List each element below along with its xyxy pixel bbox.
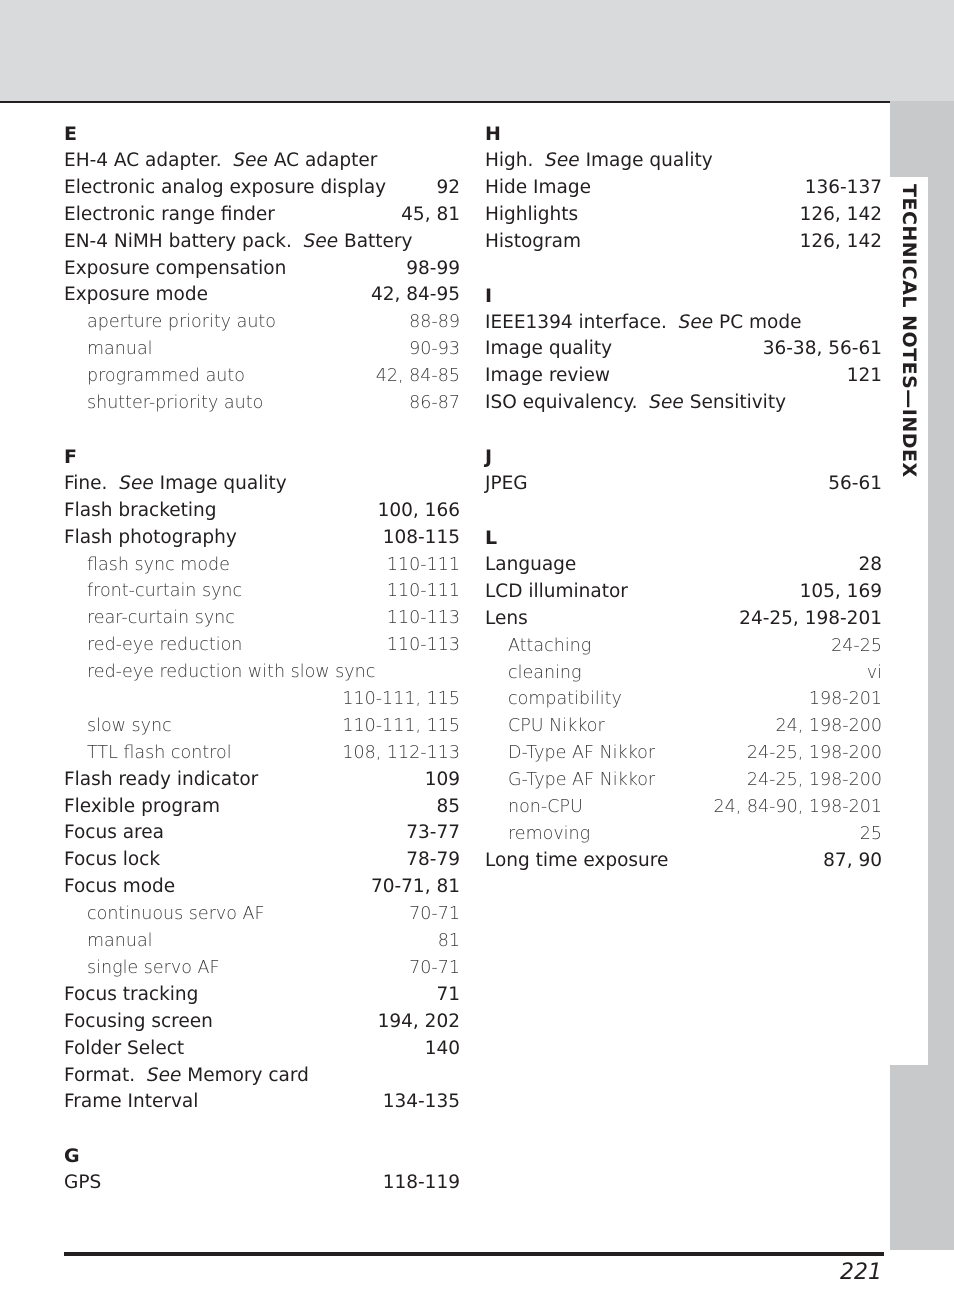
see-reference: See	[545, 150, 580, 171]
page-reference: 110-111, 115	[342, 689, 460, 710]
entry-term: compatibility	[508, 689, 622, 710]
page-reference: 42, 84-95	[370, 284, 460, 306]
page-reference: 45, 81	[401, 203, 460, 225]
page-reference: 24, 84-90, 198-201	[713, 797, 882, 818]
index-entry	[485, 336, 882, 363]
entry-term: Flash bracketing	[64, 499, 217, 521]
index-entry	[485, 363, 882, 390]
entry-term: Attaching	[508, 635, 592, 656]
page-reference: 24, 198-200	[775, 716, 882, 737]
page-reference: 126, 142	[799, 230, 882, 252]
page-reference: 70-71, 81	[370, 876, 460, 898]
entry-term: shutter-priority auto	[87, 393, 264, 414]
page-reference: 136-137	[804, 176, 882, 198]
entry-term: Frame Interval	[64, 1091, 199, 1113]
index-entry	[64, 525, 460, 552]
page-reference: 118-119	[382, 1172, 460, 1194]
page-reference: 86-87	[409, 393, 460, 414]
index-letter-heading: H	[485, 123, 501, 145]
index-subentry	[485, 767, 882, 794]
see-target: Image quality	[585, 150, 713, 171]
index-letter-heading: F	[64, 445, 77, 468]
index-subentry	[64, 713, 460, 740]
page-reference: 92	[436, 176, 460, 198]
see-target: Battery	[344, 230, 413, 252]
group-spacer	[485, 417, 882, 444]
page-reference: 71	[436, 983, 460, 1005]
entry-term: programmed auto	[87, 366, 245, 387]
entry-term: non-CPU	[508, 797, 583, 818]
entry-term: Folder Select	[64, 1037, 185, 1059]
entry-term: Focus mode	[64, 876, 176, 898]
page-reference: 36-38, 56-61	[762, 338, 882, 360]
page-reference: 108, 112-113	[342, 742, 460, 763]
index-subentry	[64, 605, 460, 632]
see-reference: See	[303, 230, 339, 252]
index-entry	[64, 175, 460, 202]
index-entry	[485, 552, 882, 579]
entry-term: Language	[485, 554, 577, 576]
entry-term: Electronic range finder	[64, 203, 275, 225]
index-subentry	[64, 363, 460, 390]
index-entry	[485, 579, 882, 606]
see-reference: See	[678, 311, 714, 333]
group-spacer	[64, 417, 460, 444]
page-reference: 85	[436, 795, 460, 817]
entry-term: D-Type AF Nikkor	[508, 743, 656, 764]
index-subentry	[485, 821, 882, 848]
index-subentry	[64, 928, 460, 955]
index-letter-heading: G	[64, 1145, 80, 1168]
index-entry	[485, 390, 882, 417]
page-reference: 24-25, 198-200	[746, 743, 882, 764]
see-reference: See	[233, 150, 268, 171]
page-reference: 70-71	[409, 957, 460, 978]
index-subentry	[64, 955, 460, 982]
entry-term: Highlights	[485, 203, 579, 225]
group-spacer	[485, 498, 882, 525]
entry-term: Flexible program	[64, 795, 221, 817]
index-subentry	[64, 686, 460, 713]
page-reference: 73-77	[406, 822, 460, 844]
footer-rule	[64, 1252, 884, 1256]
index-subentry	[64, 578, 460, 605]
page-reference: 110-113	[386, 635, 460, 656]
entry-term: IEEE1394 interface.	[485, 311, 667, 333]
index-entry	[64, 820, 460, 847]
index-subentry	[64, 901, 460, 928]
index-entry	[485, 229, 882, 256]
entry-term: JPEG	[485, 473, 528, 495]
index-entry	[64, 1009, 460, 1036]
see-reference: See	[649, 392, 684, 414]
index-entry	[485, 202, 882, 229]
index-subentry	[485, 633, 882, 660]
page-reference: 198-201	[808, 689, 882, 710]
page-reference: 24-25, 198-201	[739, 607, 882, 629]
entry-term: Focus tracking	[64, 983, 199, 1005]
index-entry	[485, 310, 882, 337]
page-reference: 194, 202	[377, 1010, 460, 1032]
entry-term: continuous servo AF	[87, 904, 265, 925]
see-target: PC mode	[719, 311, 802, 333]
index-entry	[64, 471, 460, 498]
index-subentry	[64, 336, 460, 363]
entry-term: aperture priority auto	[87, 312, 276, 333]
page-reference: 121	[846, 365, 882, 387]
page-number: 221	[840, 1260, 882, 1285]
entry-term: CPU Nikkor	[508, 716, 605, 737]
index-entry	[64, 282, 460, 309]
page-reference: 110-111	[386, 581, 460, 602]
page-reference: 70-71	[409, 904, 460, 925]
index-entry	[64, 794, 460, 821]
index-entry	[485, 471, 882, 498]
index-subentry	[64, 552, 460, 579]
see-target: Sensitivity	[689, 392, 787, 414]
index-subentry	[485, 660, 882, 687]
page-reference: 108-115	[382, 526, 460, 548]
index-entry	[64, 847, 460, 874]
entry-term: Flash ready indicator	[64, 768, 259, 790]
page-reference: 28	[858, 554, 882, 576]
side-margin-band-lower	[928, 1066, 954, 1250]
entry-term: Format.	[64, 1064, 136, 1086]
section-tab-label: TECHNICAL NOTES—INDEX	[898, 184, 920, 478]
see-target: Memory card	[187, 1064, 309, 1086]
index-entry	[485, 848, 882, 875]
group-spacer	[485, 256, 882, 283]
entry-term: Flash photography	[64, 526, 237, 548]
page-reference: 81	[437, 931, 460, 952]
entry-term: Focus area	[64, 822, 164, 844]
page-reference: 56-61	[828, 473, 882, 495]
index-letter-heading: E	[64, 123, 77, 145]
index-entry	[64, 982, 460, 1009]
page-reference: 126, 142	[799, 203, 882, 225]
index-subentry	[64, 309, 460, 336]
index-letter-heading: J	[485, 446, 493, 469]
entry-term: cleaning	[508, 662, 582, 683]
page-reference: 90-93	[409, 339, 460, 360]
page-reference: 87, 90	[823, 849, 882, 871]
entry-term: High.	[485, 150, 534, 171]
index-subentry	[64, 740, 460, 767]
index-subentry	[64, 659, 460, 686]
index-entry	[64, 256, 460, 283]
entry-term: Hide Image	[485, 176, 591, 198]
index-subentry	[485, 740, 882, 767]
entry-term: Histogram	[485, 230, 581, 252]
page-reference: 100, 166	[377, 499, 460, 521]
entry-term: EN-4 NiMH battery pack.	[64, 230, 292, 252]
entry-term: TTL flash control	[87, 742, 232, 763]
entry-term: Focusing screen	[64, 1010, 213, 1032]
index-entry	[64, 1063, 460, 1090]
entry-term: ISO equivalency.	[485, 392, 638, 414]
index-entry	[64, 1170, 460, 1197]
index-entry	[64, 1036, 460, 1063]
page-reference: 140	[424, 1037, 460, 1059]
entry-term: Lens	[485, 607, 528, 629]
index-entry	[64, 1089, 460, 1116]
page-reference: 105, 169	[799, 580, 882, 602]
index-entry	[485, 606, 882, 633]
entry-term: G-Type AF Nikkor	[508, 770, 656, 791]
index-entry	[485, 175, 882, 202]
entry-term: front-curtain sync	[87, 581, 243, 602]
entry-term: rear-curtain sync	[87, 608, 235, 629]
entry-term: Image quality	[485, 338, 613, 360]
page-reference: 110-113	[386, 608, 460, 629]
page-reference: 110-111, 115	[342, 715, 460, 736]
page-reference: 109	[424, 768, 460, 790]
index-entry	[64, 229, 460, 256]
see-reference: See	[119, 472, 154, 494]
index-column-right	[485, 121, 882, 875]
group-spacer	[64, 1116, 460, 1143]
page-reference: 24-25	[831, 635, 882, 656]
header-band	[0, 0, 954, 103]
page-reference: 25	[859, 823, 882, 844]
page-reference: 134-135	[382, 1091, 460, 1113]
entry-term: Exposure mode	[64, 284, 208, 306]
index-column-left	[64, 121, 460, 1197]
see-reference: See	[146, 1064, 182, 1086]
index-letter-heading: I	[485, 284, 493, 307]
page-reference: 88-89	[409, 312, 460, 333]
index-entry	[64, 202, 460, 229]
entry-term: Electronic analog exposure display	[64, 176, 387, 198]
entry-term: GPS	[64, 1172, 102, 1194]
see-target: Image quality	[159, 472, 287, 494]
entry-term: manual	[87, 339, 153, 360]
page-reference: 98-99	[406, 257, 460, 279]
index-subentry	[64, 390, 460, 417]
entry-term: slow sync	[87, 715, 172, 736]
entry-term: Exposure compensation	[64, 257, 287, 279]
entry-term: red-eye reduction	[87, 635, 243, 656]
index-entry	[64, 874, 460, 901]
entry-term: Focus lock	[64, 849, 161, 871]
index-subentry	[485, 794, 882, 821]
page-reference: 110-111	[386, 554, 460, 575]
page-reference: 78-79	[406, 849, 460, 871]
page-reference: vi	[866, 662, 882, 683]
entry-term: Fine.	[64, 472, 108, 494]
index-subentry	[485, 686, 882, 713]
entry-term: EH-4 AC adapter.	[64, 150, 222, 171]
index-entry	[485, 148, 882, 175]
page-reference: 42, 84-85	[375, 366, 460, 387]
entry-term: Image review	[485, 365, 611, 387]
index-letter-heading: L	[485, 527, 498, 550]
see-target: AC adapter	[273, 150, 378, 171]
index-entry	[64, 148, 460, 175]
entry-term: LCD illuminator	[485, 580, 628, 602]
index-entry	[64, 498, 460, 525]
entry-term: Long time exposure	[485, 849, 669, 871]
index-subentry	[485, 713, 882, 740]
index-entry	[64, 767, 460, 794]
entry-term: red-eye reduction with slow sync	[87, 662, 376, 683]
entry-term: flash sync mode	[87, 554, 230, 575]
page-reference: 24-25, 198-200	[746, 770, 882, 791]
entry-term: manual	[87, 931, 153, 952]
entry-term: removing	[508, 823, 591, 844]
entry-term: single servo AF	[87, 957, 220, 978]
index-subentry	[64, 632, 460, 659]
